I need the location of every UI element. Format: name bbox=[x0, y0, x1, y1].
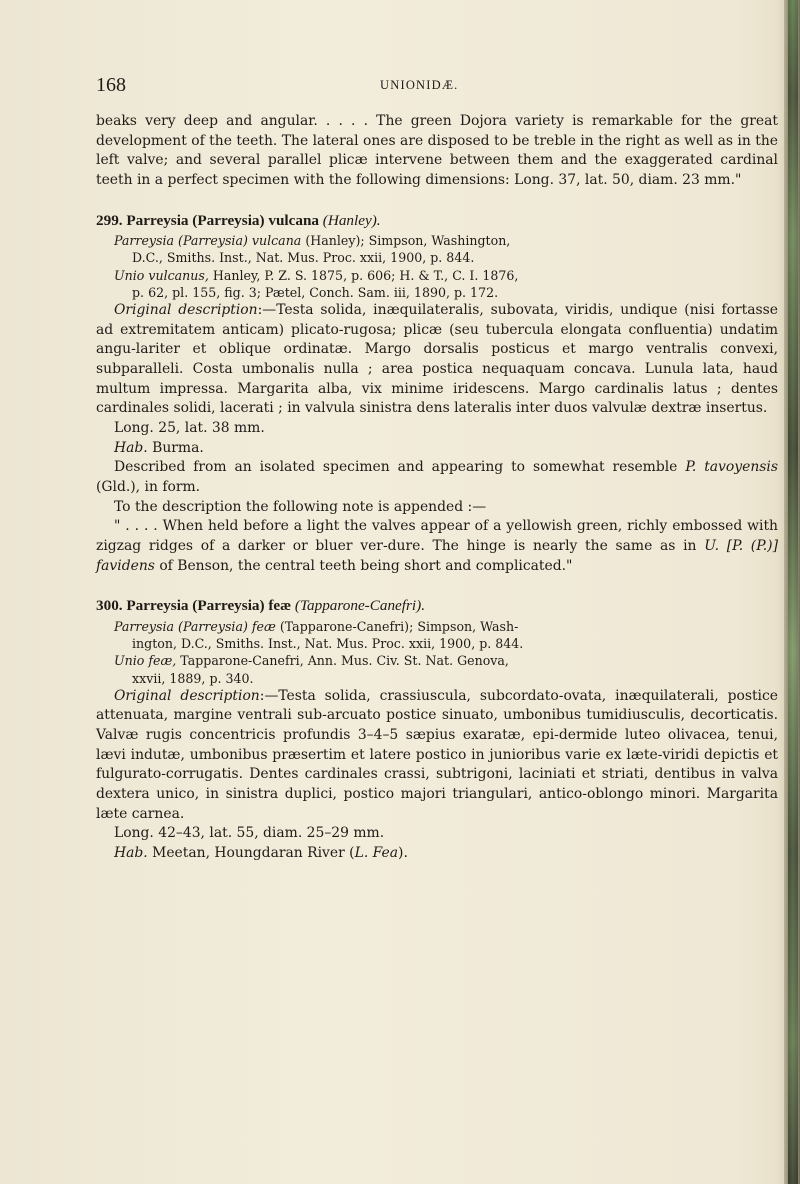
intro-line: valve; and several parallel plicæ intervene between them and bbox=[126, 152, 587, 169]
synonym-name: Unio vulcanus, bbox=[114, 267, 209, 283]
intro-line: following dimensions: Long. 37, lat. 50, diam. 23 mm." bbox=[356, 171, 742, 188]
description-text: :—Testa solida, crassiuscula, subcordato-ovata, inæquilaterali, postice attenuata, margine ventrali sub-arcuato postice sinuato, umbonibus tumidiusculis, decorticatis. Valvæ rugis concentricis profundis 3–4–5 sæpius exaratæ, epi-dermide luteo olivacea, tenui, lævi indutæ, umbonibus præsertim et latere postico in junioribus varie ex læte-viridi depictis et fulgurato-corrugatis. Dentes cardinales crassi, subtrigoni, laciniati et striati, dentibus in valva dextera unico, in sinistra duplici, postico majori triangulari, antico-oblongo minori. Margarita læte carnea. bbox=[96, 687, 778, 822]
synonym-continuation: D.C., Smiths. Inst., Nat. Mus. Proc. xxii, 1900, p. 844. bbox=[132, 250, 475, 266]
intro-paragraph bbox=[96, 112, 778, 191]
intro-line: remarkable for the great development of the teeth. The lateral bbox=[96, 113, 778, 149]
species-number: 300. bbox=[96, 597, 123, 615]
note-tail: of Benson, the central teeth being short and complicated." bbox=[154, 557, 573, 574]
description-text: :—Testa solida, inæquilateralis, subovata, viridis, undique (nisi fortasse ad extremitatem anticam) plicato-rugosa; plicæ (seu tubercula elongata confluentia) undatim angu-lariter et oblique ordinatæ. Margo dorsalis posticus et margo ventralis convexi, subparalleli. Costa umbonalis nulla ; area postica nequaquam concava. Lunula lata, haud multum impressa. Margarita alba, vix minime iridescens. Margo cardinalis latus ; dentes cardinales solidi, lacerati ; in valvula sinistra dens lateralis inter duos valvulæ dextræ insertus. bbox=[96, 302, 778, 417]
remark-299 bbox=[96, 458, 778, 497]
synonym-name: Unio feæ, bbox=[114, 653, 177, 669]
habitat-text: Burma. bbox=[147, 439, 204, 456]
description-label: Original description bbox=[114, 302, 258, 319]
synonym-continuation: ington, D.C., Smiths. Inst., Nat. Mus. Proc. xxii, 1900, p. 844. bbox=[132, 636, 524, 652]
page-body bbox=[96, 112, 778, 864]
original-description-300 bbox=[96, 687, 778, 825]
synonymy-300 bbox=[96, 618, 778, 687]
note-intro-299: To the description the following note is appended :— bbox=[114, 498, 487, 515]
note-text: " . . . . When held before a light the valves appear of a yellowish green, richly embossed with zigzag ridges of a darker or bluer ver-dure. The hinge is nearly the same as in bbox=[96, 518, 778, 554]
note-quote-299 bbox=[96, 517, 778, 576]
species-heading-299 bbox=[96, 211, 778, 231]
habitat-collector: L. Fea bbox=[354, 845, 399, 861]
synonym-entry bbox=[96, 618, 778, 635]
measurements-299: Long. 25, lat. 38 mm. bbox=[114, 420, 265, 437]
remark-species: P. tavoyensis bbox=[685, 459, 778, 476]
original-description-299 bbox=[96, 301, 778, 419]
habitat-299 bbox=[96, 439, 778, 459]
remark-tail: (Gld.), in form. bbox=[96, 479, 201, 495]
species-author: (Hanley). bbox=[322, 211, 381, 229]
species-heading-300 bbox=[96, 596, 778, 616]
synonym-name: Parreysia (Parreysia) vulcana bbox=[114, 233, 302, 249]
synonym-citation: Tapparone-Canefri, Ann. Mus. Civ. St. Nat. Genova, bbox=[176, 653, 509, 669]
description-label: Original description bbox=[114, 687, 260, 704]
intro-line: the exaggerated cardinal teeth in a perfect specimen with the bbox=[96, 152, 778, 188]
species-name: Parreysia (Parreysia) feæ bbox=[126, 597, 292, 615]
synonym-name: Parreysia (Parreysia) feæ bbox=[114, 618, 276, 634]
species-author: (Tapparone-Canefri). bbox=[294, 597, 426, 615]
synonym-entry bbox=[96, 232, 778, 249]
species-name: Parreysia (Parreysia) vulcana bbox=[126, 211, 319, 229]
remark-text: Described from an isolated specimen and appearing to somewhat resemble bbox=[114, 459, 678, 476]
intro-line: beaks very deep and angular. . . . . The green Dojora variety is bbox=[96, 113, 584, 129]
page-number: 168 bbox=[96, 74, 126, 96]
synonym-entry bbox=[96, 267, 778, 284]
synonym-continuation: xxvii, 1889, p. 340. bbox=[132, 670, 254, 686]
habitat-label: Hab. bbox=[114, 845, 148, 861]
habitat-label: Hab. bbox=[114, 439, 148, 456]
synonym-citation: (Hanley); Simpson, Washington, bbox=[301, 233, 511, 249]
species-number: 299. bbox=[96, 211, 123, 229]
habitat-text: Meetan, Houngdaran River ( bbox=[147, 845, 355, 861]
running-title: UNIONIDÆ. bbox=[380, 78, 459, 92]
page-header bbox=[96, 74, 780, 96]
measurements-300: Long. 42–43, lat. 55, diam. 25–29 mm. bbox=[114, 825, 385, 842]
synonym-continuation: p. 62, pl. 155, fig. 3; Pætel, Conch. Sam. iii, 1890, p. 172. bbox=[132, 284, 499, 300]
synonym-citation: Hanley, P. Z. S. 1875, p. 606; H. & T., C. I. 1876, bbox=[208, 267, 519, 283]
habitat-tail: ). bbox=[398, 845, 408, 861]
intro-line: ones are disposed to be treble in the right as well as in the left bbox=[96, 132, 778, 169]
synonym-citation: (Tapparone-Canefri); Simpson, Wash- bbox=[275, 618, 519, 634]
synonymy-299 bbox=[96, 232, 778, 301]
note-species: U. [P. (P.)] favidens bbox=[96, 537, 779, 574]
book-cover-edge bbox=[788, 0, 798, 1184]
synonym-entry bbox=[96, 652, 778, 669]
habitat-300 bbox=[96, 844, 778, 864]
